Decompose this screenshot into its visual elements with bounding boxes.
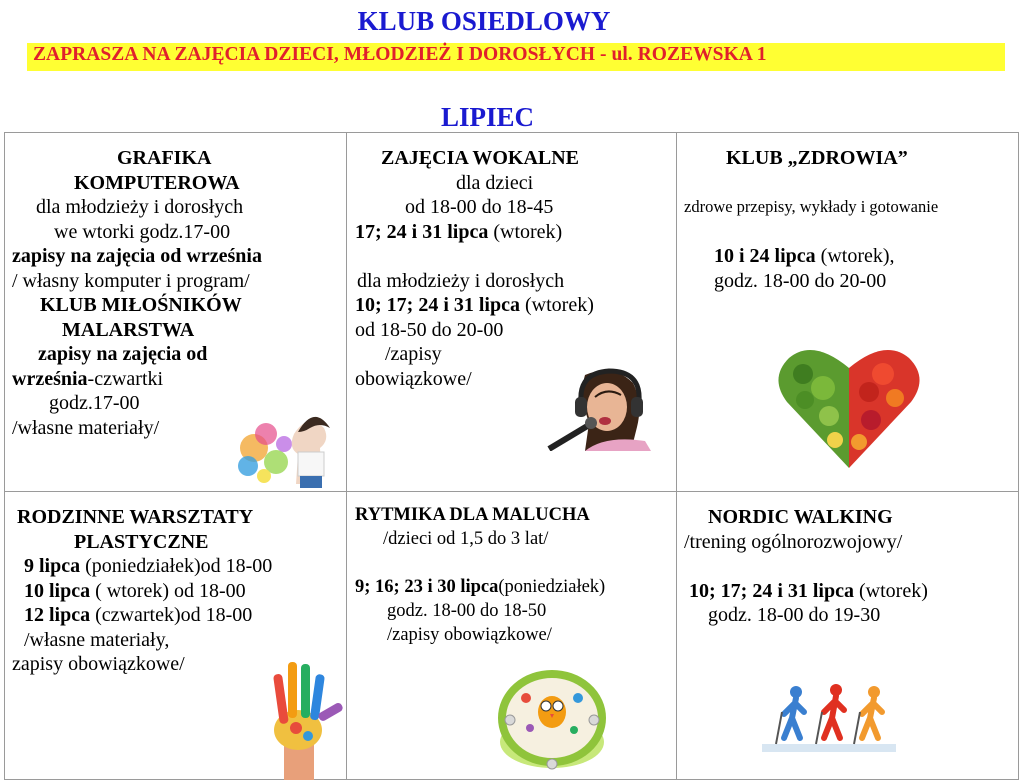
table-divider-row	[4, 491, 1019, 492]
spacer	[355, 244, 594, 269]
text-bold: 17; 24 i 31 lipca	[355, 220, 489, 243]
text-line	[355, 575, 605, 599]
heading-komputerowa: KOMPUTEROWA	[74, 171, 240, 194]
text-line	[12, 367, 262, 392]
text-line	[12, 579, 272, 604]
text-line: zapisy na zajęcia od	[38, 343, 208, 365]
spacer	[684, 220, 938, 245]
nordic-walkers-image	[762, 682, 896, 754]
text-regular: (poniedziałek)od 18-00	[80, 555, 273, 577]
cell-rodzinne	[12, 505, 272, 677]
text-line	[355, 220, 594, 245]
text-regular: (wtorek),	[815, 245, 895, 267]
table-divider-2	[676, 132, 677, 780]
heading-malarstwa: MALARSTWA	[62, 318, 195, 341]
text-regular: (wtorek)	[488, 220, 563, 243]
painting-girl-image	[236, 404, 340, 488]
heading-grafika: GRAFIKA	[117, 147, 212, 169]
text-bold: 12 lipca	[24, 604, 91, 626]
text-line	[355, 293, 594, 318]
text-regular: (wtorek)	[854, 579, 928, 602]
heading-rodzinne: RODZINNE WARSZTATY	[17, 506, 254, 528]
month-heading: LIPIEC	[441, 102, 535, 132]
spacer	[684, 171, 938, 196]
text-line: dla dzieci	[456, 171, 534, 194]
table-divider-1	[346, 132, 347, 780]
text-bold: 10; 17; 24 i 31 lipca	[355, 294, 520, 316]
owl-tambourine-image	[496, 662, 608, 774]
page-title: KLUB OSIEDLOWY	[357, 6, 611, 36]
text-line: /zapisy obowiązkowe/	[387, 625, 552, 645]
text-line: zapisy na zajęcia od września	[12, 245, 262, 267]
text-line	[684, 244, 938, 269]
cell-nordic	[684, 505, 928, 628]
text-line: zdrowe przepisy, wykłady i gotowanie	[684, 197, 939, 216]
text-line: obowiązkowe/	[355, 367, 472, 390]
text-line: /własne materiały,	[24, 628, 170, 651]
heading-zdrowia: KLUB „ZDROWIA”	[726, 147, 908, 169]
heading-rytmika: RYTMIKA DLA MALUCHA	[355, 505, 590, 525]
text-line: godz.17-00	[49, 392, 140, 414]
text-regular: (poniedziałek)	[498, 577, 606, 597]
heading-klub-malarstwa: KLUB MIŁOŚNIKÓW	[40, 294, 242, 316]
text-bold: 10 lipca	[24, 579, 91, 602]
text-line: dla młodzieży i dorosłych	[36, 196, 244, 218]
text-line: godz. 18-00 do 19-30	[708, 604, 881, 626]
text-regular: -czwartki	[87, 367, 164, 390]
singing-girl-image	[545, 367, 657, 451]
text-line: zapisy obowiązkowe/	[12, 653, 185, 675]
text-line	[12, 603, 272, 628]
text-line	[12, 554, 272, 579]
text-line: godz. 18-00 do 18-50	[387, 601, 547, 621]
text-bold: 9; 16; 23 i 30 lipca	[355, 577, 499, 597]
spacer	[684, 554, 928, 579]
text-line	[684, 579, 928, 604]
cell-grafika	[12, 146, 262, 440]
heading-nordic: NORDIC WALKING	[708, 506, 893, 528]
text-bold: września	[12, 367, 88, 390]
text-line: od 18-00 do 18-45	[405, 196, 554, 218]
text-line: /własne materiały/	[12, 416, 160, 439]
text-line: /zapisy	[385, 343, 442, 365]
text-line: /dzieci od 1,5 do 3 lat/	[383, 529, 549, 549]
painted-hand-image	[256, 656, 346, 780]
text-regular: (czwartek)od 18-00	[90, 604, 253, 626]
text-line: od 18-50 do 20-00	[355, 318, 504, 341]
banner-text: ZAPRASZA NA ZAJĘCIA DZIECI, MŁODZIEŻ I DOROSŁYCH - ul. ROZEWSKA 1	[33, 44, 767, 65]
cell-wokalne	[355, 146, 594, 391]
text-line: godz. 18-00 do 20-00	[714, 269, 887, 292]
cell-rytmika	[355, 503, 605, 647]
text-bold: 9 lipca	[24, 555, 81, 577]
text-line: we wtorki godz.17-00	[54, 220, 231, 243]
text-bold: 10 i 24 lipca	[714, 245, 816, 267]
text-bold: 10; 17; 24 i 31 lipca	[689, 579, 854, 602]
heading-plastyczne: PLASTYCZNE	[74, 530, 209, 553]
text-line: /trening ogólnorozwojowy/	[684, 530, 903, 553]
spacer	[355, 551, 605, 575]
invitation-banner	[27, 43, 1005, 71]
vegetable-heart-image	[775, 340, 923, 472]
text-regular: (wtorek)	[520, 294, 594, 316]
text-line: / własny komputer i program/	[12, 269, 250, 292]
heading-wokalne: ZAJĘCIA WOKALNE	[381, 147, 580, 169]
cell-zdrowia	[684, 146, 938, 293]
text-line: dla młodzieży i dorosłych	[357, 269, 565, 292]
text-regular: ( wtorek) od 18-00	[90, 579, 246, 602]
